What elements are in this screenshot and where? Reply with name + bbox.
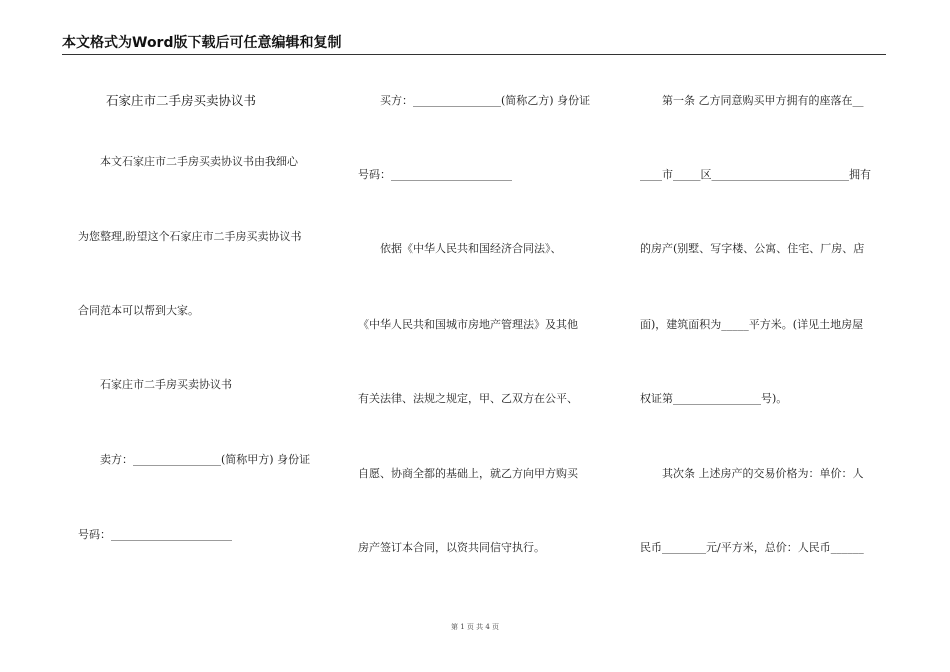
paragraph-line: 面)，建筑面积为_____平方米。(详见土地房屋 [640, 318, 864, 331]
paragraph-line: ____市_____区_________________________拥有 [640, 168, 871, 181]
paragraph-line: 房产签订本合同，以资共同信守执行。 [358, 541, 545, 554]
text-column-1 [78, 0, 323, 672]
article-two-line: 其次条 上述房产的交易价格为：单价：人 [662, 467, 864, 480]
section-heading: 石家庄市二手房买卖协议书 [100, 378, 232, 391]
page-number: 第 1 页 共 4 页 [450, 623, 500, 631]
paragraph-line: 权证第________________号)。 [640, 392, 788, 405]
paragraph-line: 的房产(别墅、写字楼、公寓、住宅、厂房、店 [640, 242, 865, 255]
text-column-3 [640, 0, 888, 672]
article-one-line: 第一条 乙方同意购买甲方拥有的座落在__ [662, 94, 864, 107]
buyer-line: 买方：________________(简称乙方) 身份证 [380, 94, 591, 107]
paragraph-line: 为您整理,盼望这个石家庄市二手房买卖协议书 [78, 230, 302, 243]
seller-line: 卖方：________________(简称甲方) 身份证 [100, 453, 311, 466]
document-title: 石家庄市二手房买卖协议书 [106, 93, 257, 108]
paragraph-line: 《中华人民共和国城市房地产管理法》及其他 [358, 318, 578, 331]
paragraph-line: 本文石家庄市二手房买卖协议书由我细心 [100, 155, 298, 168]
text-column-2 [358, 0, 603, 672]
paragraph-line: 依据《中华人民共和国经济合同法》、 [380, 242, 562, 255]
header-text: 本文格式为Word版下载后可任意编辑和复制 [62, 35, 342, 51]
paragraph-line: 合同范本可以帮到大家。 [78, 304, 199, 317]
paragraph-line: 有关法律、法规之规定，甲、乙双方在公平、 [358, 392, 578, 405]
seller-id-line: 号码：______________________ [78, 528, 232, 541]
paragraph-line: 自愿、协商全都的基础上，就乙方向甲方购买 [358, 467, 578, 480]
paragraph-line: 民币________元/平方米，总价：人民币______ [640, 541, 864, 554]
buyer-id-line: 号码：______________________ [358, 168, 512, 181]
